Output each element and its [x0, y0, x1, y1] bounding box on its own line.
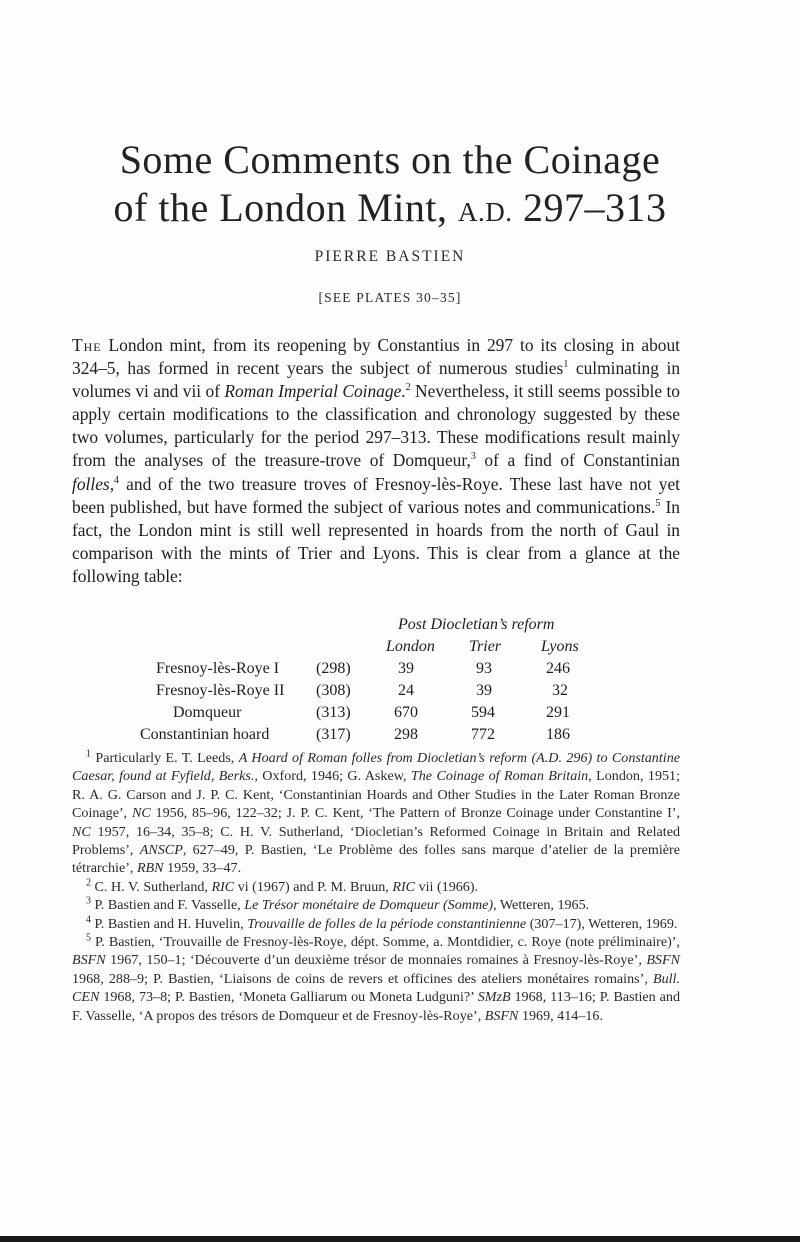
text-run: C. H. V. Sutherland,: [91, 878, 212, 895]
italic-run: RIC: [211, 878, 235, 895]
row-london: 298: [394, 726, 418, 743]
row-trier: 93: [476, 660, 492, 677]
row-hoard-name: Constantinian hoard: [140, 726, 270, 743]
footnote-number: 5: [86, 932, 91, 944]
text-run: vi (1967) and P. M. Bruun,: [234, 878, 393, 895]
text-run: , Wetteren, 1965.: [493, 897, 590, 914]
italic-run: BSFN: [484, 1007, 519, 1024]
italic-run: ANSCP: [139, 842, 183, 859]
italic-run: NC: [131, 805, 151, 822]
title-line-2: [60, 184, 720, 236]
row-trier: 594: [471, 704, 495, 721]
italic-run: BSFN: [72, 952, 106, 969]
text-run: .: [401, 381, 406, 402]
row-year: (313): [316, 704, 351, 721]
footnotes: [72, 749, 680, 1025]
italic-run: RBN: [136, 860, 164, 877]
title-line-2-pre: of the London Mint,: [113, 185, 448, 230]
text-run: 1959, 33–47.: [163, 860, 242, 877]
text-run: , 627–49, P. Bastien, ‘Le Problème des folles sans marque d’atelier de la première tétrarchie’,: [72, 842, 680, 877]
footnote-ref[interactable]: 1: [563, 359, 569, 371]
text-run: of a find of Constantinian: [475, 450, 681, 471]
table-row: [140, 682, 620, 704]
lead-word: The: [72, 335, 102, 355]
title-ad: A.D.: [457, 197, 513, 227]
row-london: 670: [394, 704, 418, 721]
italic-run: Bull. CEN: [72, 970, 680, 1006]
footnote-number: 1: [86, 748, 91, 760]
footnote-number: 2: [86, 877, 91, 889]
author-name: PIERRE BASTIEN: [314, 248, 466, 265]
text-run: Nevertheless, it still seems possible to apply certain modifications to the classification and chronology suggested by these two volumes, particularly for the period 297–313. These modifications result mainly from the analyses of the treasure-trove of Domqueur,: [72, 381, 680, 471]
article-title: [60, 136, 720, 236]
table-group-header-row: [140, 616, 620, 638]
hoard-table: [140, 616, 620, 748]
italic-run: NC: [72, 823, 91, 840]
text-run: 1968, 288–9; P. Bastien, ‘Liaisons de coins de revers et officines des ateliers monétaires romains’,: [72, 970, 653, 987]
row-lyons: 246: [546, 660, 570, 677]
table-row: [140, 704, 620, 726]
footnote-ref[interactable]: 4: [114, 474, 120, 486]
table-group-header: Post Diocletian’s reform: [398, 616, 555, 633]
text-run: 1957, 16–34, 35–8; C. H. V. Sutherland, ‘Diocletian’s Reformed Coinage in Britain and Related Problems’,: [72, 823, 680, 859]
row-trier: 772: [471, 726, 495, 743]
row-london: 39: [398, 660, 414, 677]
text-run: P. Bastien, ‘Trouvaille de Fresnoy-lès-Roye, dépt. Somme, a. Montdidier, c. Roye (note préliminaire)’,: [91, 934, 680, 951]
italic-run: BSFN: [646, 952, 680, 969]
italic-run: RIC: [392, 878, 416, 895]
footnote-ref[interactable]: 5: [655, 497, 661, 509]
plates-reference: [SEE PLATES 30–35]: [318, 290, 462, 305]
italic-run: folles: [72, 473, 110, 494]
table-row: [140, 726, 620, 748]
text-run: 1968, 73–8; P. Bastien, ‘Moneta Galliarum ou Moneta Ludguni?’: [99, 989, 478, 1006]
row-year: (308): [316, 682, 351, 699]
italic-run: The Coinage of Roman Britain: [410, 768, 589, 785]
row-lyons: 291: [546, 704, 570, 721]
footnote-3: [72, 896, 680, 914]
text-run: (307–17), Wetteren, 1969.: [526, 915, 678, 932]
text-run: ,: [109, 473, 115, 494]
row-london: 24: [398, 682, 414, 699]
text-run: Particularly E. T. Leeds,: [91, 750, 239, 766]
text-run: London mint, from its reopening by Constantius in 297 to its closing in about 324–5, has formed in recent years the subject of numerous studies: [72, 335, 680, 379]
row-hoard-name: Fresnoy-lès-Roye I: [156, 660, 280, 677]
text-run: 1969, 414–16.: [518, 1007, 603, 1024]
text-run: and of the two treasure troves of Fresnoy-lès-Roye. These last have not yet been published, but have formed the subject of various notes and communications.: [72, 473, 680, 517]
text-run: , Oxford, 1946; G. Askew,: [254, 768, 411, 785]
column-header-lyons: Lyons: [541, 638, 579, 655]
text-run: P. Bastien and H. Huvelin,: [91, 915, 248, 932]
column-header-trier: Trier: [469, 638, 502, 655]
footnote-number: 4: [86, 913, 91, 925]
text-run: , London, 1951; R. A. G. Carson and J. P. C. Kent, ‘Constantinian Hoards and Other Studies in the Later Roman Bronze Coinage’,: [72, 768, 681, 822]
table-column-header-row: [140, 638, 620, 660]
text-run: In fact, the London mint is still well represented in hoards from the north of Gaul in comparison with the mints of Trier and Lyons. This is clear from a glance at the following table:: [72, 496, 680, 586]
row-year: (298): [316, 660, 351, 677]
italic-run: A Hoard of Roman folles from Diocletian’s reform (A.D. 296) to Constantine Caesar, found at Fyfield, Berks.: [72, 750, 680, 785]
footnote-ref[interactable]: 3: [470, 451, 476, 463]
row-year: (317): [316, 726, 351, 743]
text-run: culminating in volumes vi and vii of: [72, 358, 681, 402]
text-run: vii (1966).: [415, 878, 479, 895]
italic-run: SMzB: [477, 989, 511, 1006]
footnote-2: [72, 878, 680, 896]
italic-run: Roman Imperial Coinage: [224, 381, 402, 402]
row-hoard-name: Fresnoy-lès-Roye II: [156, 682, 285, 699]
body-paragraph: [72, 334, 680, 588]
text-run: P. Bastien and F. Vasselle,: [91, 897, 245, 914]
scan-edge: [0, 1236, 800, 1242]
row-hoard-name: Domqueur: [173, 704, 242, 721]
text-run: 1968, 113–16; P. Bastien and F. Vasselle, ‘A propos des trésors de Domqueur et de Fresnoy-lès-Roye’,: [72, 989, 680, 1024]
title-line-1: Some Comments on the Coinage: [119, 137, 661, 182]
footnote-number: 3: [86, 895, 91, 907]
italic-run: Le Trésor monétaire de Domqueur (Somme): [244, 897, 494, 914]
italic-run: Trouvaille de folles de la période constantinienne: [247, 915, 527, 932]
footnote-5: [72, 933, 680, 1025]
column-header-london: London: [386, 638, 435, 655]
footnote-1: [72, 749, 680, 878]
title-years: 297–313: [522, 185, 667, 230]
footnote-4: [72, 915, 680, 933]
row-lyons: 32: [552, 682, 568, 699]
table-row: [140, 660, 620, 682]
text-run: 1956, 85–96, 122–32; J. P. C. Kent, ‘The Pattern of Bronze Coinage under Constantine I’,: [150, 805, 680, 822]
text-run: 1967, 150–1; ‘Découverte d’un deuxième trésor de monnaies romaines à Fresnoy-lès-Roye’,: [105, 952, 647, 969]
row-lyons: 186: [546, 726, 570, 743]
row-trier: 39: [476, 682, 492, 699]
footnote-ref[interactable]: 2: [405, 382, 411, 394]
